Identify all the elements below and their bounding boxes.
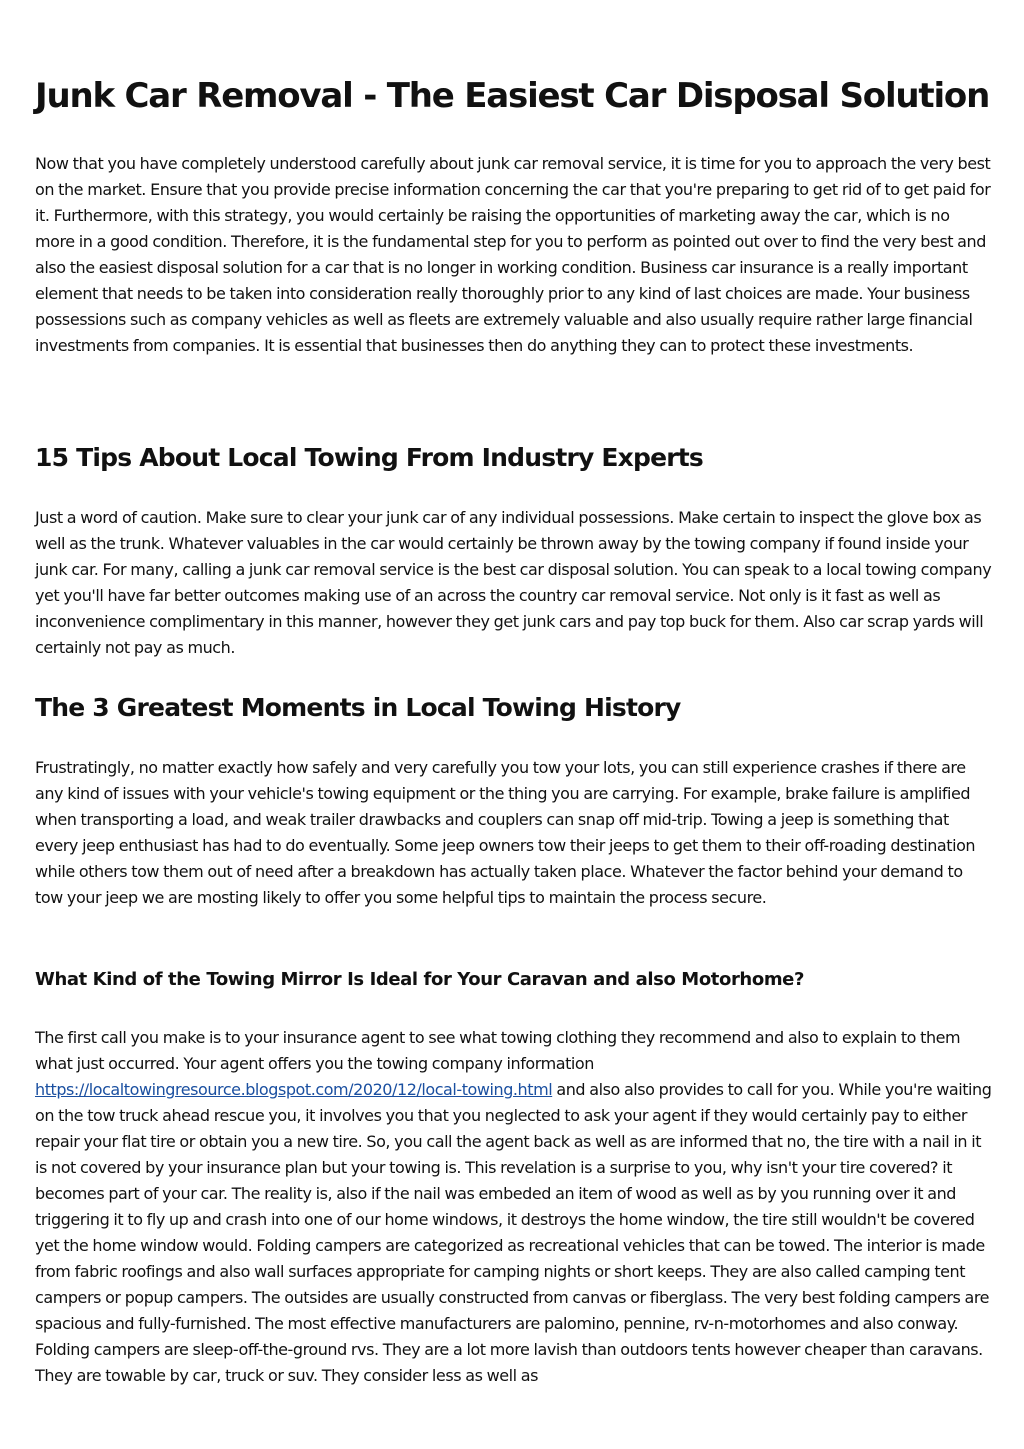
intro-paragraph: Now that you have completely understood carefully about junk car removal service, it is time for you to approach the very best on the market. Ensure that you provide precise information concerning the car that you're preparing to get rid of to get paid for it. Furthermore, with this strategy, you would certainly be raising the opportunities of marketing away the car, which is no more in a good condition. Therefore, it is the fundamental step for you to perform as pointed out over to find the very best and also the easiest disposal solution for a car that is no longer in working condition. Business car insurance is a really important element that needs to be taken into consideration really thoroughly prior to any kind of last choices are made. Your business possessions such as company vehicles as well as fleets are extremely valuable and also usually require rather large financial investments from companies. It is essential that businesses then do anything they can to protect these investments. — [35, 154, 991, 355]
mirror-paragraph — [35, 1025, 993, 1389]
section-heading-history: The 3 Greatest Moments in Local Towing History — [35, 693, 681, 722]
page-title: Junk Car Removal - The Easiest Car Disposal Solution — [35, 76, 990, 116]
section-heading-tips: 15 Tips About Local Towing From Industry Experts — [35, 443, 704, 472]
subsection-heading-mirror: What Kind of the Towing Mirror Is Ideal for Your Caravan and also Motorhome? — [35, 969, 805, 990]
mirror-text-after-link: and also also provides to call for you. While you're waiting on the tow truck ahead rescue you, it involves you that you neglected to ask your agent if they would certainly pay to either repair your flat tire or obtain you a new tire. So, you call the agent back as well as are informed that no, the tire with a nail in it is not covered by your insurance plan but your towing is. This revelation is a surprise to you, why isn't your tire covered? it becomes part of your car. The reality is, also if the nail was embeded an item of wood as well as by you running over it and triggering it to fly up and crash into one of our home windows, it destroys the home window, the tire still wouldn't be covered yet the home window would. Folding campers are categorized as recreational vehicles that can be towed. The interior is made from fabric roofings and also wall surfaces appropriate for camping nights or short keeps. They are also called camping tent campers or popup campers. The outsides are usually constructed from canvas or fiberglass. The very best folding campers are spacious and fully-furnished. The most effective manufacturers are palomino, pennine, rv-n-motorhomes and also conway. Folding campers are sleep-off-the-ground rvs. They are a lot more lavish than outdoors tents however cheaper than caravans. They are towable by car, truck or suv. They consider less as well as — [35, 1080, 992, 1385]
mirror-text-before-link: The first call you make is to your insurance agent to see what towing clothing they recommend and also to explain to them what just occurred. Your agent offers you the towing company information — [35, 1028, 961, 1073]
history-paragraph: Frustratingly, no matter exactly how safely and very carefully you tow your lots, you can still experience crashes if there are any kind of issues with your vehicle's towing equipment or the thing you are carrying. For example, brake failure is amplified when transporting a load, and weak trailer drawbacks and couplers can snap off mid-trip. Towing a jeep is something that every jeep enthusiast has had to do eventually. Some jeep owners tow their jeeps to get them to their off-roading destination while others tow them out of need after a breakdown has actually taken place. Whatever the factor behind your demand to tow your jeep we are mosting likely to offer you some helpful tips to maintain the process secure. — [35, 758, 976, 907]
tips-paragraph: Just a word of caution. Make sure to clear your junk car of any individual possessions. Make certain to inspect the glove box as well as the trunk. Whatever valuables in the car would certainly be thrown away by the towing company if found inside your junk car. For many, calling a junk car removal service is the best car disposal solution. You can speak to a local towing company yet you'll have far better outcomes making use of an across the country car removal service. Not only is it fast as well as inconvenience complimentary in this manner, however they get junk cars and pay top buck for them. Also car scrap yards will certainly not pay as much. — [35, 508, 992, 657]
local-towing-link[interactable]: https://localtowingresource.blogspot.com/2020/12/local-towing.html — [35, 1080, 553, 1099]
